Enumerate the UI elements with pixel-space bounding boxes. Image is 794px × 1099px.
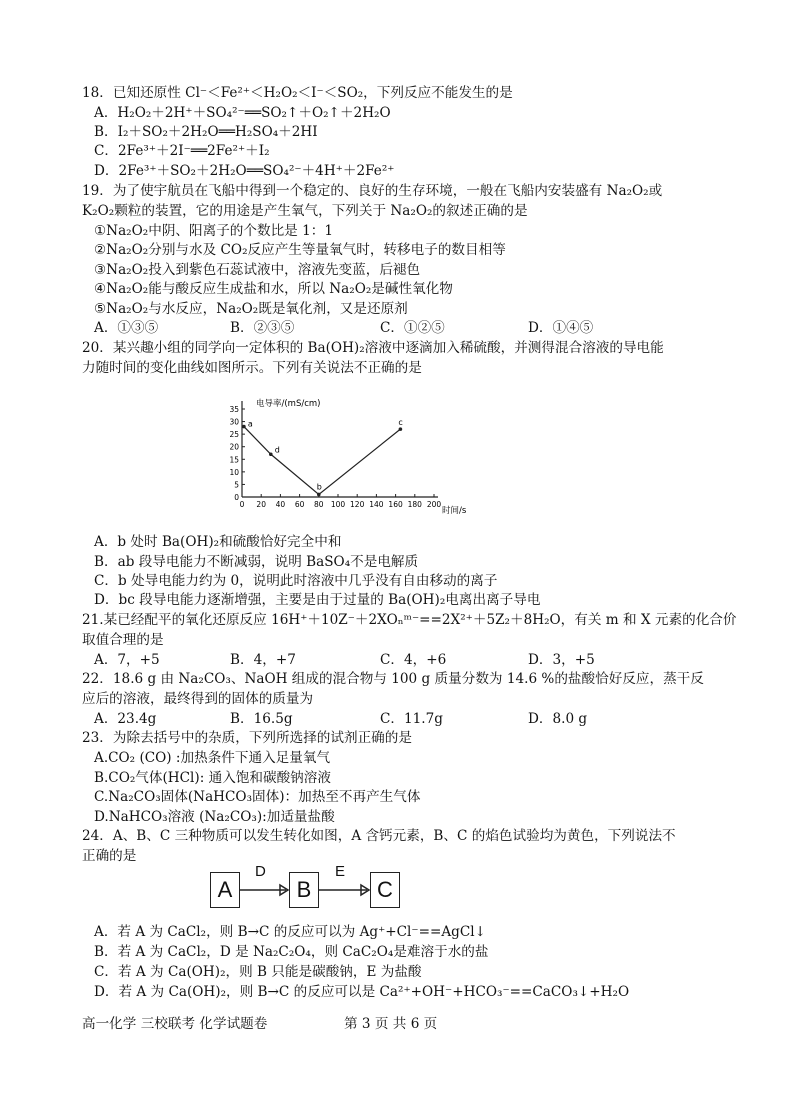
chart-point-c (399, 427, 403, 431)
chart-conductivity-line (244, 427, 400, 495)
chart-x-tick-label: 60 (294, 500, 305, 509)
question-24-option-b: B．若 A 为 CaCl₂，D 是 Na₂C₂O₄，则 CaC₂O₄是难溶于水的盐 (94, 944, 489, 960)
chart-x-tick-label: 160 (388, 500, 403, 509)
chart-x-tick-label: 100 (330, 500, 346, 509)
chart-y-tick-label: 25 (229, 430, 239, 440)
question-20-option-c: C．b 处导电能力约为 0，说明此时溶液中几乎没有自由移动的离子 (94, 573, 498, 589)
chart-x-tick-label: 0 (239, 500, 245, 509)
chart-point-a (242, 425, 246, 429)
question-18-option-a: A．H₂O₂＋2H⁺＋SO₄²⁻══SO₂↑＋O₂↑＋2H₂O (94, 105, 391, 121)
question-19-statement-5: ⑤Na₂O₂与水反应，Na₂O₂既是氧化剂，又是还原剂 (94, 301, 408, 317)
diagram-arrows (240, 880, 372, 900)
chart-y-tick-label: 0 (234, 493, 239, 502)
question-24-stem-line1: 24．A、B、C 三种物质可以发生转化如图，A 含钙元素，B、C 的焰色试验均为黄色，下列说法不 (82, 828, 676, 844)
question-21-choice-c: C．4，+6 (380, 652, 447, 668)
diagram-arrow-label-e: E (335, 863, 346, 880)
diagram-arrow-label-d: D (255, 863, 266, 880)
question-18-stem: 18．已知还原性 Cl⁻＜Fe²⁺＜H₂O₂＜I⁻＜SO₂，下列反应不能发生的是 (82, 85, 513, 101)
question-20-stem-line1: 20．某兴趣小组的同学向一定体积的 Ba(OH)₂溶液中逐滴加入稀硫酸，并测得混合溶液的导电能 (82, 340, 664, 356)
question-21-stem-line2: 取值合理的是 (82, 632, 164, 648)
conductivity-chart (224, 392, 484, 522)
question-22-stem-line2: 应后的溶液，最终得到的固体的质量为 (82, 691, 314, 707)
chart-y-tick-label: 20 (229, 442, 239, 452)
question-19-statement-4: ④Na₂O₂能与酸反应生成盐和水，所以 Na₂O₂是碱性氧化物 (94, 281, 453, 297)
footer-exam-title: 高一化学 三校联考 化学试题卷 (82, 1016, 268, 1032)
question-24-stem-line2: 正确的是 (82, 848, 137, 864)
diagram-box-c: C (370, 872, 400, 908)
chart-x-tick-label: 20 (256, 500, 266, 509)
question-19-statement-2: ②Na₂O₂分别与水及 CO₂反应产生等量氧气时，转移电子的数目相等 (94, 242, 506, 258)
question-19-stem-line2: K₂O₂颗粒的装置，它的用途是产生氧气，下列关于 Na₂O₂的叙述正确的是 (82, 203, 528, 219)
question-22-choice-c: C．11.7g (380, 711, 443, 727)
question-19-choice-d: D．①④⑤ (528, 320, 594, 336)
question-23-option-d: D.NaHCO₃溶液 (Na₂CO₃):加适量盐酸 (94, 809, 335, 825)
question-21-choice-b: B．4，+7 (230, 652, 296, 668)
question-18-option-b: B．I₂＋SO₂＋2H₂O══H₂SO₄＋2HI (94, 124, 318, 140)
chart-point-b (317, 493, 321, 497)
question-22-choice-b: B．16.5g (230, 711, 293, 727)
question-23-option-a: A.CO₂ (CO) :加热条件下通入足量氧气 (94, 750, 331, 766)
question-22-stem-line1: 22．18.6 g 由 Na₂CO₃、NaOH 组成的混合物与 100 g 质量分数为 14.6 %的盐酸恰好反应，蒸干反 (82, 671, 704, 687)
question-19-statement-1: ①Na₂O₂中阴、阳离子的个数比是 1：1 (94, 223, 333, 239)
chart-x-tick-label: 80 (314, 500, 324, 509)
question-20-stem-line2: 力随时间的变化曲线如图所示。下列有关说法不正确的是 (82, 360, 422, 376)
chart-x-tick-label: 120 (350, 500, 365, 509)
chart-point-d (269, 452, 273, 456)
question-19-choice-a: A．①③⑤ (94, 320, 159, 336)
question-24-option-c: C．若 A 为 Ca(OH)₂，则 B 只能是碳酸钠，E 为盐酸 (94, 964, 422, 980)
chart-y-tick-label: 30 (229, 417, 239, 427)
chart-y-axis-label: 电导率/(mS/cm) (256, 399, 321, 409)
question-23-stem: 23．为除去括号中的杂质，下列所选择的试剂正确的是 (82, 730, 412, 746)
chart-point-label-c: c (398, 418, 403, 428)
question-21-stem-line1: 21.某已经配平的氧化还原反应 16H⁺＋10Z⁻＋2XOₙᵐ⁻==2X²⁺＋5Z₂＋8H₂O，有关 m 和 X 元素的化合价 (82, 612, 737, 628)
question-21-choice-a: A．7，+5 (94, 652, 160, 668)
chart-x-tick-label: 40 (275, 500, 286, 509)
chart-y-tick-label: 5 (234, 480, 239, 490)
chart-x-tick-label: 140 (369, 500, 384, 509)
footer-page-number: 第 3 页 共 6 页 (344, 1016, 438, 1032)
chart-y-tick-label: 35 (229, 405, 239, 414)
question-18-option-d: D．2Fe³⁺＋SO₂＋2H₂O══SO₄²⁻＋4H⁺＋2Fe²⁺ (94, 163, 395, 179)
question-21-choice-d: D．3，+5 (528, 652, 595, 668)
chart-x-tick-label: 200 (426, 500, 442, 509)
question-19-stem-line1: 19．为了使宇航员在飞船中得到一个稳定的、良好的生存环境，一般在飞船内安装盛有 Na₂O₂或 (82, 183, 663, 199)
question-24-option-a: A．若 A 为 CaCl₂，则 B→C 的反应可以为 Ag⁺+Cl⁻==AgCl↓ (94, 924, 487, 940)
chart-x-tick-label: 180 (407, 500, 422, 509)
question-22-choice-d: D．8.0 g (528, 711, 588, 727)
question-18-option-c: C．2Fe³⁺＋2I⁻══2Fe²⁺＋I₂ (94, 143, 270, 159)
chart-y-tick-label: 10 (229, 467, 239, 477)
question-24-option-d: D．若 A 为 Ca(OH)₂，则 B→C 的反应可以是 Ca²⁺+OH⁻+HCO₃⁻==CaCO₃↓+H₂O (94, 984, 630, 1000)
chart-y-tick-label: 15 (229, 455, 239, 465)
question-23-option-b: B.CO₂气体(HCl): 通入饱和碳酸钠溶液 (94, 770, 331, 786)
question-20-option-d: D．bc 段导电能力逐渐增强，主要是由于过量的 Ba(OH)₂电离出离子导电 (94, 592, 541, 608)
question-23-option-c: C.Na₂CO₃固体(NaHCO₃固体)：加热至不再产生气体 (94, 789, 421, 805)
chart-point-label-d: d (274, 445, 280, 455)
diagram-box-b: B (289, 872, 319, 908)
chart-x-axis-label: 时间/s (442, 506, 467, 516)
chart-point-label-a: a (247, 419, 253, 429)
question-19-choice-b: B．②③⑤ (230, 320, 295, 336)
question-20-option-b: B．ab 段导电能力不断减弱，说明 BaSO₄不是电解质 (94, 554, 419, 570)
question-20-option-a: A．b 处时 Ba(OH)₂和硫酸恰好完全中和 (94, 534, 342, 550)
question-22-choice-a: A．23.4g (94, 711, 157, 727)
question-19-choice-c: C．①②⑤ (380, 320, 445, 336)
question-19-statement-3: ③Na₂O₂投入到紫色石蕊试液中，溶液先变蓝，后褪色 (94, 262, 421, 278)
chart-point-label-b: b (316, 482, 322, 492)
diagram-box-a: A (210, 872, 240, 908)
